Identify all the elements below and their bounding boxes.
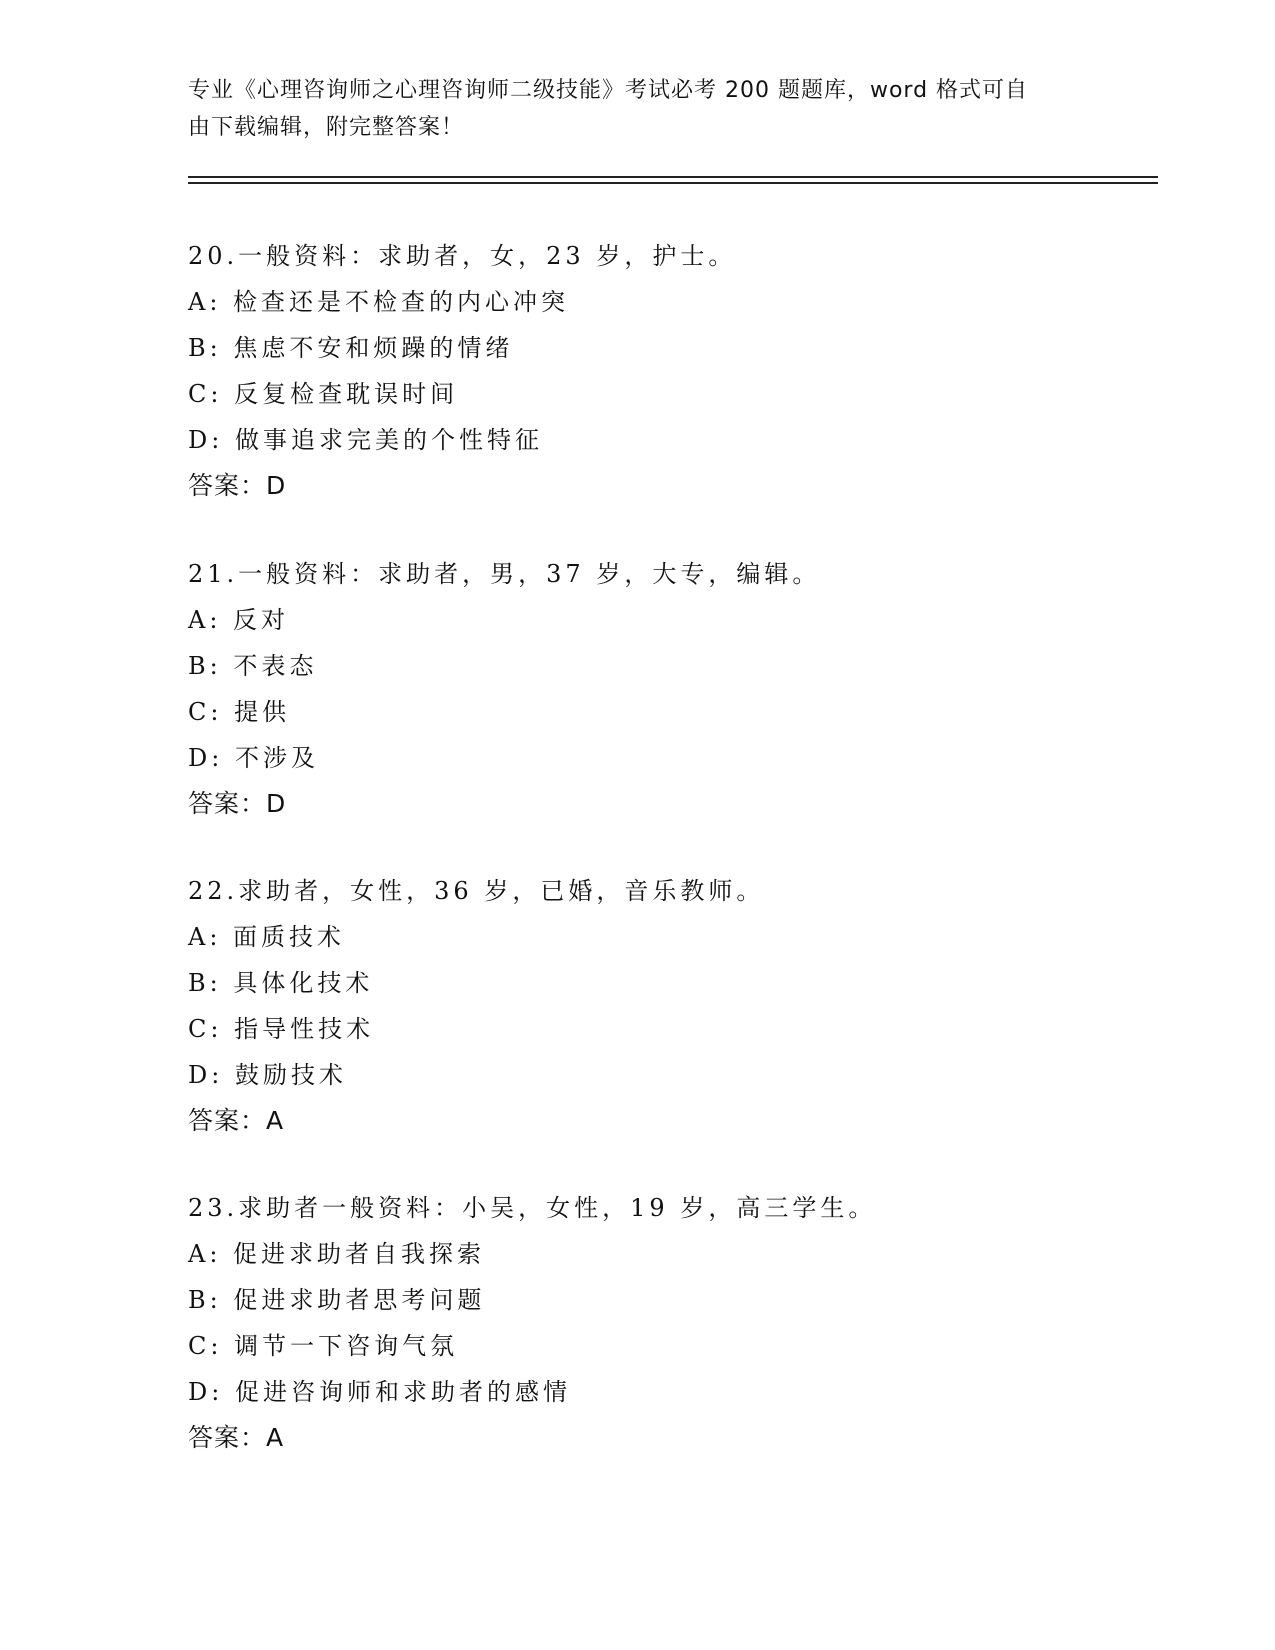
answer-line: 答案：D xyxy=(188,789,287,818)
option-b: B: 焦虑不安和烦躁的情绪 xyxy=(188,334,514,362)
question-stem: 20.一般资料：求助者，女，23 岁，护士。 xyxy=(188,242,737,270)
question-stem: 23.求助者一般资料：小吴，女性，19 岁，高三学生。 xyxy=(188,1194,877,1222)
question-21 xyxy=(188,551,1188,827)
header-divider-top xyxy=(188,176,1158,178)
option-a: A: 反对 xyxy=(188,606,290,634)
question-22 xyxy=(188,868,1188,1144)
header-divider-bottom xyxy=(188,182,1158,184)
question-20 xyxy=(188,233,1188,509)
header-line-1: 专业《心理咨询师之心理咨询师二级技能》考试必考 200 题题库，word 格式可自 xyxy=(188,78,1029,103)
option-c: C: 反复检查耽误时间 xyxy=(188,380,459,408)
header-line-2: 由下载编辑，附完整答案！ xyxy=(188,115,465,140)
option-b: B: 不表态 xyxy=(188,652,318,680)
answer-line: 答案：D xyxy=(188,471,287,500)
option-c: C: 调节一下咨询气氛 xyxy=(188,1332,459,1360)
option-d: D: 不涉及 xyxy=(188,744,319,772)
option-d: D: 做事追求完美的个性特征 xyxy=(188,426,543,454)
question-23 xyxy=(188,1185,1188,1461)
answer-line: 答案：A xyxy=(188,1106,285,1135)
option-c: C: 提供 xyxy=(188,698,291,726)
option-a: A: 面质技术 xyxy=(188,923,346,951)
option-a: A: 检查还是不检查的内心冲突 xyxy=(188,288,570,316)
option-b: B: 促进求助者思考问题 xyxy=(188,1286,486,1314)
question-stem: 21.一般资料：求助者，男，37 岁，大专，编辑。 xyxy=(188,560,821,588)
option-c: C: 指导性技术 xyxy=(188,1015,375,1043)
option-d: D: 促进咨询师和求助者的感情 xyxy=(188,1378,571,1406)
document-header xyxy=(188,72,1068,146)
option-d: D: 鼓励技术 xyxy=(188,1061,347,1089)
option-b: B: 具体化技术 xyxy=(188,969,374,997)
option-a: A: 促进求助者自我探索 xyxy=(188,1240,486,1268)
question-stem: 22.求助者，女性，36 岁，已婚，音乐教师。 xyxy=(188,877,765,905)
answer-line: 答案：A xyxy=(188,1423,285,1452)
